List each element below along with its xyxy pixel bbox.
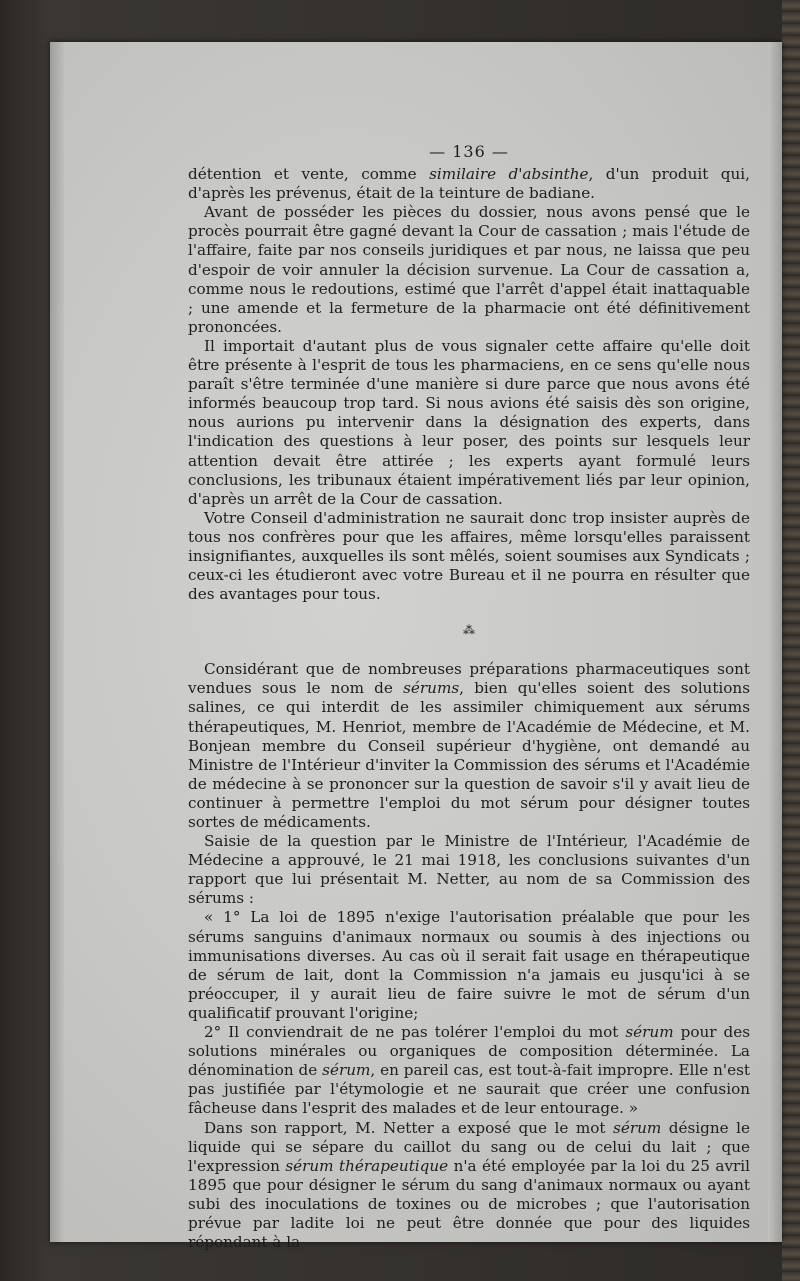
page-number: — 136 — [429,142,509,161]
paragraph-p6 [188,832,750,908]
text-segment: pour des solutions minérales ou organiques de composition déterminée. La dénomination de [188,1023,750,1080]
paragraph-p5 [188,660,750,832]
text-segment: Dans son rapport, M. Netter a exposé que le mot [204,1118,614,1137]
text-segment: Avant de posséder les pièces du dossier, nous avons pensé que le procès pourrait être gagné devant la Cour de cassation ; mais l'étude de l'affaire, faite par nos conseils juridiques et par nous, ne laissa que peu d'espoir de voir annuler la décision survenue. La Cour de cassation a, comme nous le redoutions, estimé que l'arrêt d'appel était inattaquable ; une amende et la fermeture de la pharmacie ont été définitivement prononcées. [188,203,750,336]
text-segment: , en pareil cas, est tout-à-fait impropre. Elle n'est pas justifiée par l'étymologie et ne saurait que créer une confusion fâcheuse dans l'esprit des malades et de leur entourage. » [188,1061,750,1118]
text-segment: Il importait d'autant plus de vous signaler cette affaire qu'elle doit être présente à l'esprit de tous les pharmaciens, en ce sens qu'elle nous paraît s'être terminée d'une manière si dure parce que nous avons été informés beaucoup trop tard. Si nous avions été saisis dès son origine, nous aurions pu intervenir dans la désignation des experts, dans l'indication des questions à leur poser, des points sur lesquels leur attention devait être attirée ; les experts ayant formulé leurs conclusions, les tribunaux étaient impérativement liés par leur opinion, d'après un arrêt de la Cour de cassation. [188,336,750,508]
text-segment: sérum [613,1118,662,1137]
page-edge-shadow [768,42,782,1242]
paragraph-p9 [188,1119,750,1253]
book-binding [782,0,800,1281]
text-segment: similaire d'absinthe [429,165,589,184]
text-segment: 2° Il conviendrait de ne pas tolérer l'emploi du mot [204,1023,626,1042]
text-segment: Considérant que de nombreuses préparations pharmaceutiques sont vendues sous le nom de [188,660,750,698]
paragraph-p1 [188,165,750,203]
paragraph-p7 [188,908,750,1023]
body-text [188,165,750,1252]
text-segment: désigne le liquide qui se sépare du caillot du sang ou de celui du lait ; que l'expression [188,1118,750,1175]
paragraph-p3 [188,337,750,509]
text-segment: sérums [403,679,460,698]
text-segment: , bien qu'elles soient des solutions salines, ce qui interdit de les assimiler chimiquement aux sérums thérapeutiques, M. Henriot, membre de l'Académie de Médecine, et M. Bonjean membre du Conseil supérieur d'hygiène, ont demandé au Ministre de l'Intérieur d'inviter la Commission des sérums et l'Académie de médecine à se prononcer sur la question de savoir s'il y avait lieu de continuer à permettre l'emploi du mot sérum pour désigner toutes sortes de médicaments. [188,679,751,831]
page-text [188,142,750,1252]
text-segment: « 1° La loi de 1895 n'exige l'autorisation préalable que pour les sérums sanguins d'animaux normaux ou soumis à des injections ou immunisations diverses. Au cas où il serait fait usage en thérapeutique de sérum de lait, dont la Commission n'a jamais eu jusqu'ici à se préoccuper, il y aurait lieu de faire suivre le mot de sérum d'un qualificatif prouvant l'origine; [188,908,750,1022]
text-segment: Votre Conseil d'administration ne saurait donc trop insister auprès de tous nos confrères pour que les affaires, même lorsqu'elles paraissent insignifiantes, auxquelles ils sont mêlés, soient soumises aux Syndicats ; ceux-ci les étudieront avec votre Bureau et il ne pourra en résulter que des avantages pour tous. [188,508,750,604]
text-segment: Saisie de la question par le Ministre de l'Intérieur, l'Académie de Médecine a approuvé, le 21 mai 1918, les conclusions suivantes d'un rapport que lui présentait M. Netter, au nom de sa Commission des sérums : [188,832,750,908]
text-segment: n'a été employée par la loi du 25 avril 1895 que pour désigner le sérum du sang d'animaux normaux ou ayant subi des inoculations de toxines ou de microbes ; que l'autorisation prévue par ladite loi ne peut être donnée que pour des liquides répondant à la [188,1156,751,1252]
paragraph-p2 [188,203,750,337]
text-segment: sérum [322,1061,371,1080]
page-gutter-shadow [50,42,64,1242]
paragraph-p4 [188,509,750,604]
text-segment: sérum thérapeutique [285,1156,449,1175]
section-separator: ⁂ [463,623,475,638]
text-segment: détention et vente, comme [188,165,430,184]
text-segment: sérum [625,1023,674,1042]
paragraph-p8 [188,1023,750,1118]
text-segment: , d'un produit qui, d'après les prévenus, était de la teinture de badiane. [188,165,750,203]
